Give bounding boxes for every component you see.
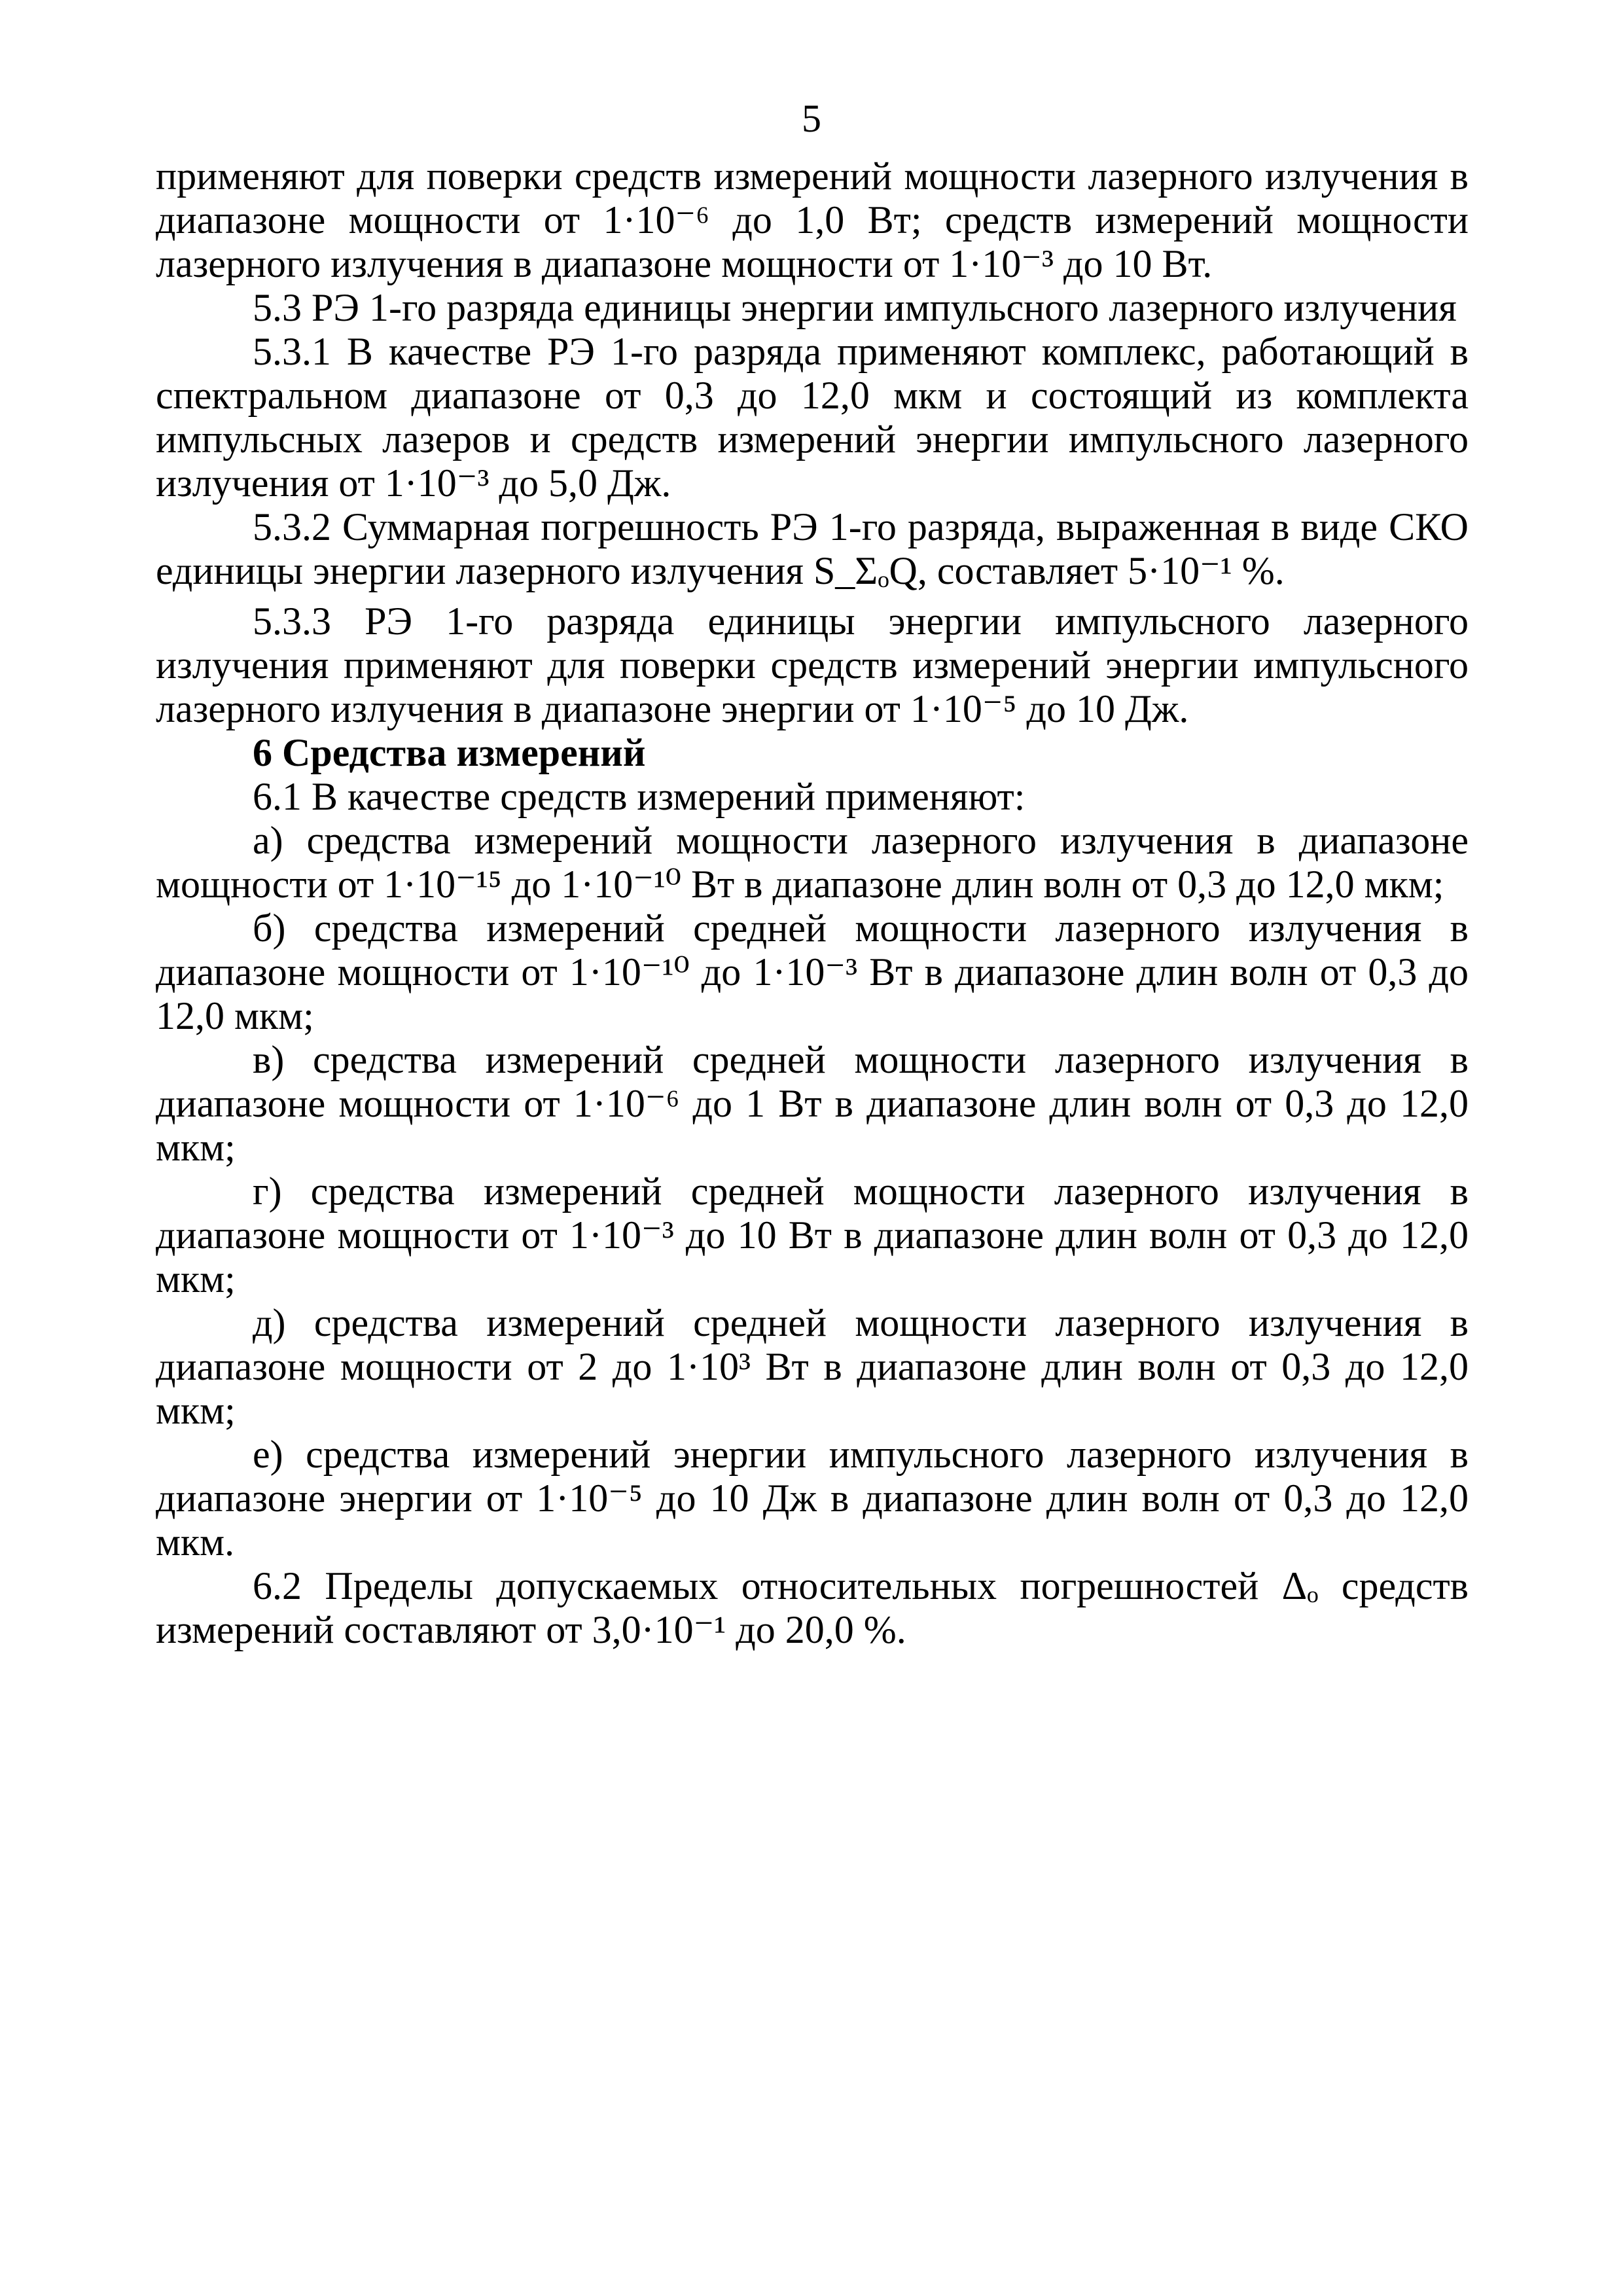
paragraph-5-3-2: 5.3.2 Суммарная погрешность РЭ 1-го разряда, выраженная в виде СКО единицы энергии лазерного излучения S_ΣₒQ, составляет 5·10⁻¹ %.: [156, 505, 1469, 592]
paragraph-5-3-3: 5.3.3 РЭ 1-го разряда единицы энергии импульсного лазерного излучения применяют для поверки средств измерений энергии импульсного лазерного излучения в диапазоне энергии от 1·10⁻⁵ до 10 Дж.: [156, 600, 1469, 730]
page-number: 5: [802, 97, 821, 140]
list-item-a: а) средства измерений мощности лазерного излучения в диапазоне мощности от 1·10⁻¹⁵ до 1·10⁻¹⁰ Вт в диапазоне длин волн от 0,3 до 12,0 мкм;: [156, 819, 1469, 906]
list-item-e: е) средства измерений энергии импульсного лазерного излучения в диапазоне энергии от 1·10⁻⁵ до 10 Дж в диапазоне длин волн от 0,3 до 12,0 мкм.: [156, 1433, 1469, 1564]
list-item-v: в) средства измерений средней мощности лазерного излучения в диапазоне мощности от 1·10⁻⁶ до 1 Вт в диапазоне длин волн от 0,3 до 12,0 мкм;: [156, 1038, 1469, 1169]
paragraph-6-1: 6.1 В качестве средств измерений применяют:: [253, 775, 1026, 818]
list-item-g: г) средства измерений средней мощности лазерного излучения в диапазоне мощности от 1·10⁻³ до 10 Вт в диапазоне длин волн от 0,3 до 12,0 мкм;: [156, 1170, 1469, 1300]
paragraph-5-3-1: 5.3.1 В качестве РЭ 1-го разряда применяют комплекс, работающий в спектральном диапазоне от 0,3 до 12,0 мкм и состоящий из комплекта импульсных лазеров и средств измерений энергии импульсного лазерного излучения от 1·10⁻³ до 5,0 Дж.: [156, 330, 1469, 505]
section-heading-6: 6 Средства измерений: [253, 731, 646, 774]
list-item-b: б) средства измерений средней мощности лазерного излучения в диапазоне мощности от 1·10⁻¹⁰ до 1·10⁻³ Вт в диапазоне длин волн от 0,3 до 12,0 мкм;: [156, 906, 1469, 1037]
paragraph-continuation: применяют для поверки средств измерений мощности лазерного излучения в диапазоне мощности от 1·10⁻⁶ до 1,0 Вт; средств измерений мощности лазерного излучения в диапазоне мощности от 1·10⁻³ до 10 Вт.: [156, 154, 1469, 285]
list-item-d: д) средства измерений средней мощности лазерного излучения в диапазоне мощности от 2 до 1·10³ Вт в диапазоне длин волн от 0,3 до 12,0 мкм;: [156, 1301, 1469, 1432]
paragraph-6-2: 6.2 Пределы допускаемых относительных погрешностей Δₒ средств измерений составляют от 3,0·10⁻¹ до 20,0 %.: [156, 1564, 1469, 1651]
paragraph-5-3: 5.3 РЭ 1-го разряда единицы энергии импульсного лазерного излучения: [253, 286, 1457, 329]
document-body: [156, 154, 1469, 1652]
